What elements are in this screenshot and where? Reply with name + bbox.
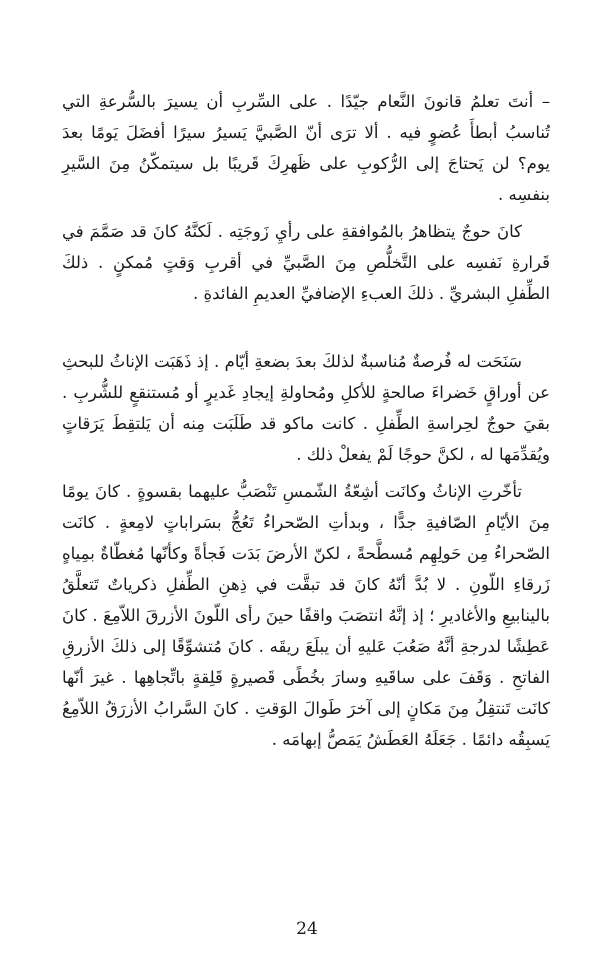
text-section-2 <box>62 346 550 755</box>
narrative-paragraph: كانَ حوجٌ يتظاهرُ بالمُوافقةِ على رأيِ زَوجَتِه . لَكنَّهُ كانَ قد صَمَّمَ في قَرارةِ نَفسِه على التَّخلُّصِ مِنَ الصَّبيِّ في أقربِ وَقتٍ مُمكنٍ . ذلكَ الطِّفلِ البشريِّ . ذلكَ العبءِ الإضافيِّ العديمِ الفائدةِ . <box>62 222 551 303</box>
page-number: 24 <box>296 919 318 939</box>
narrative-paragraph: سَنَحَت له فُرصةٌ مُناسبةٌ لذلكَ بعدَ بضعةِ أيّام . إذ ذَهَبَت الإناثُ للبحثِ عن أوراقٍ خَضراءَ صالحةٍ للأكلِ ومُحاولةِ إيجادِ غَديرٍ أو مُستنقعٍ للشُّربِ . بقيَ حوجٌ لحِراسةِ الطِّفلِ . كانت ماكو قد طَلَبَت مِنه أن يَلتقِطَ يَرَقاتٍ ويُقدِّمَها له ، لكنَّ حوجًا لَمْ يفعلْ ذلك . <box>62 352 550 464</box>
text-section-1 <box>62 86 550 309</box>
narrative-paragraph: تأخّرتِ الإناثُ وكانَت أشِعّةُ الشّمسِ تَنْصَبُّ عليهما بقسوةٍ . كانَ يومًا مِنَ الأيّامِ الصّافيةِ جدًّا ، وبدأتِ الصّحراءُ تَعُجُّ بسَراباتٍ لامِعةٍ . كانَت الصّحراءُ مِن حَولِهِم مُسطَّحةً ، لكنّ الأرضَ بَدَت فَجأةً وكأنّها مُغطّاةٌ بمِياهٍ زَرقاءِ اللّونِ . لا بُدَّ أنّهُ كانَ قد تبقَّت في ذِهنِ الطِّفلِ ذكرياتٌ تَتعلَّقُ بالينابيعِ والأغاديرِ ؛ إذ إنَّهُ انتصَبَ واقفًا حينَ رأى اللّونَ الأزرقَ اللاّمِعَ . كانَ عَطِشًا لدرجةِ أنَّهُ صَعُبَ عَليهِ أن يبلَعَ ريقَه . كانَ مُتشوِّقًا إلى ذلكَ الأزرقِ الفاتحِ . وَقَفَ على ساقَيهِ وسارَ بخُطًى قَصيرةٍ قَلِقةٍ باتِّجاهِها . غيرَ أنّها كانَت تَنتقِلُ مِنَ مَكانٍ إلى آخرَ طَوالَ الوَقتِ . كانَ السَّرابُ الأزرَقُ اللاّمِعُ يَسبِقُه دائمًا . جَعَلَهُ العَطَشُ يَمَصُّ إبهامَه . <box>62 482 550 749</box>
dialogue-paragraph: – أنتَ تعلمُ قانونَ النَّعام جيّدًا . على السِّربِ أن يسيرَ بالسُّرعةِ التي تُناسبُ أبطأَ عُضوٍ فيه . ألا ترَى أنّ الصَّبيَّ يَسيرُ سيرًا أفضَلَ يَومًا بعدَ يوم؟ لن يَحتاجَ إلى الرُّكوبِ على ظَهرِكَ قَريبًا بل سيتمكّنُ مِنَ السَّيرِ بنفسِه . <box>62 92 550 204</box>
